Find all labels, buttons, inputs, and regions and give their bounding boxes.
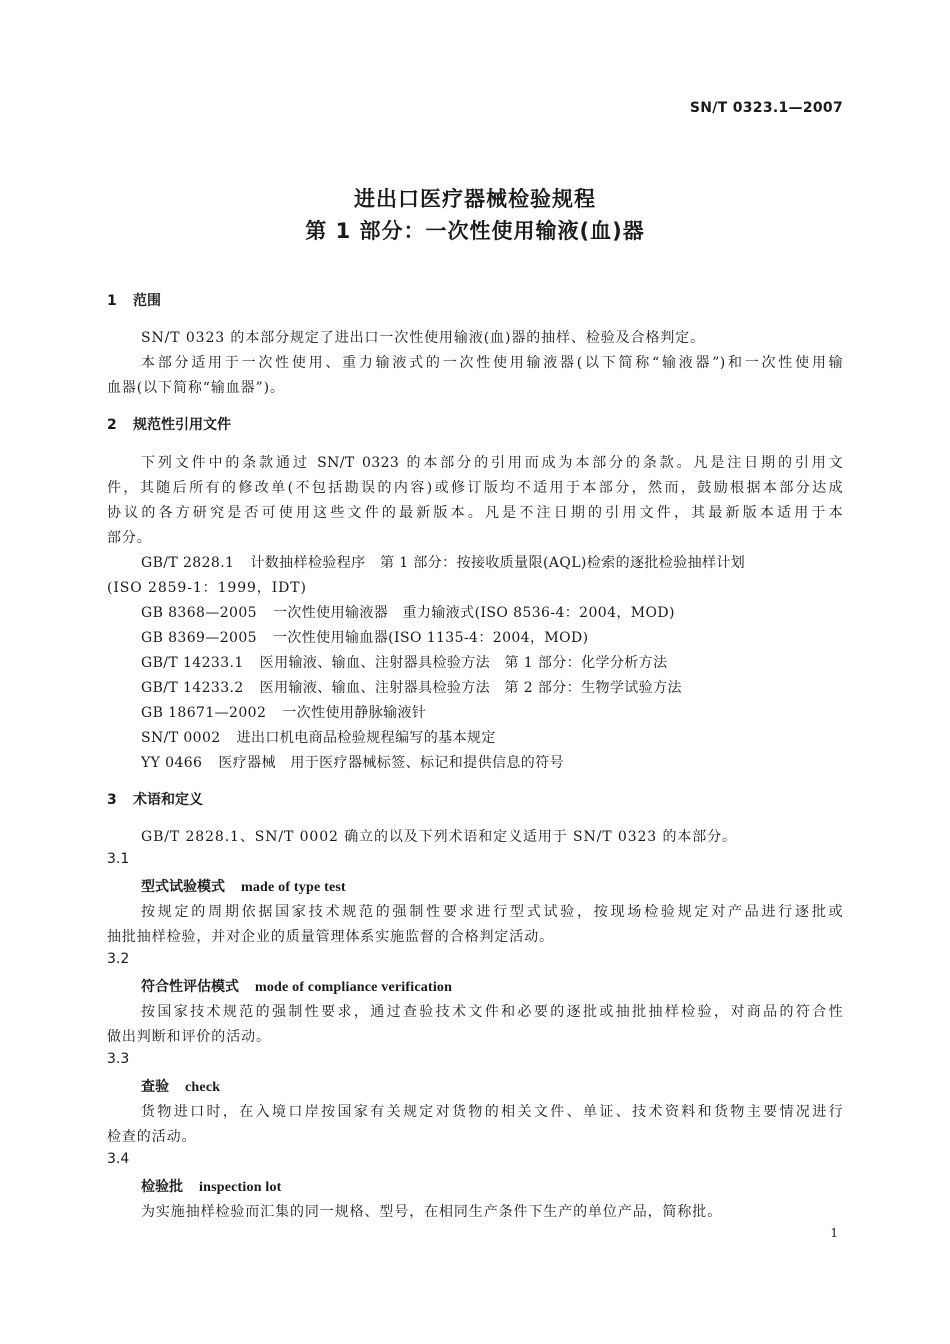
term-number: 3.4	[107, 1151, 130, 1167]
section-3-heading	[107, 789, 203, 809]
reference-item	[141, 727, 496, 747]
reference-title: 一次性使用输液器 重力输液式(ISO 8536-4：2004，MOD)	[272, 605, 675, 621]
reference-code: SN/T 0002	[141, 730, 221, 746]
term-zh: 检验批	[141, 1179, 183, 1195]
definition-line: 抽批抽样检验，并对企业的质量管理体系实施监督的合格判定活动。	[107, 929, 554, 945]
reference-item	[141, 752, 564, 772]
paragraph: GB/T 2828.1、SN/T 0002 确立的以及下列术语和定义适用于 SN/T 0323 的本部分。	[141, 829, 737, 845]
reference-item	[141, 652, 667, 672]
reference-code: GB 18671—2002	[141, 705, 267, 721]
definition-line: 为实施抽样检验而汇集的同一规格、型号，在相同生产条件下生产的单位产品，简称批。	[141, 1204, 723, 1220]
reference-code: GB/T 14233.2	[141, 680, 244, 696]
reference-code: GB 8369—2005	[141, 630, 257, 646]
term-en: mode of compliance verification	[255, 980, 453, 995]
term-en: made of type test	[241, 880, 346, 895]
term-zh: 型式试验模式	[141, 879, 225, 895]
section-title: 规范性引用文件	[133, 417, 231, 433]
reference-continuation: (ISO 2859-1：1999，IDT)	[107, 580, 307, 596]
page-number: 1	[830, 1226, 838, 1240]
section-2-heading	[107, 414, 231, 434]
paragraph-line: 血器(以下简称“输血器”)。	[107, 380, 285, 396]
term-number: 3.2	[107, 951, 130, 967]
term-en: check	[185, 1080, 221, 1095]
section-1-heading	[107, 290, 161, 310]
paragraph: SN/T 0323 的本部分规定了进出口一次性使用输液(血)器的抽样、检验及合格判定。	[141, 330, 706, 346]
definition-line: 按规定的周期依据国家技术规范的强制性要求进行型式试验，按现场检验规定对产品进行逐批或	[141, 904, 843, 920]
term-heading	[141, 876, 346, 896]
title-line-1: 进出口医疗器械检验规程	[354, 187, 596, 211]
term-number: 3.1	[107, 851, 130, 867]
reference-item	[141, 677, 682, 697]
reference-item	[141, 702, 426, 722]
term-heading	[141, 1176, 282, 1196]
reference-code: YY 0466	[141, 755, 203, 771]
definition-line: 检查的活动。	[107, 1129, 197, 1145]
reference-code: GB/T 2828.1	[141, 555, 235, 571]
term-heading	[141, 1076, 220, 1096]
term-zh: 查验	[141, 1079, 169, 1095]
paragraph-line: 部分。	[107, 530, 152, 546]
paragraph-line: 协议的各方研究是否可使用这些文件的最新版本。凡是不注日期的引用文件，其最新版本适用于本	[107, 505, 843, 521]
reference-title: 一次性使用输血器(ISO 1135-4：2004，MOD)	[272, 630, 589, 646]
reference-title: 医用输液、输血、注射器具检验方法 第 1 部分：化学分析方法	[259, 655, 668, 671]
reference-code: GB 8368—2005	[141, 605, 257, 621]
term-zh: 符合性评估模式	[141, 979, 239, 995]
section-number: 2	[107, 417, 117, 433]
reference-item	[141, 602, 675, 622]
definition-line: 做出判断和评价的活动。	[107, 1029, 271, 1045]
reference-title: 进出口机电商品检验规程编写的基本规定	[236, 730, 496, 746]
term-en: inspection lot	[199, 1180, 282, 1195]
reference-item	[141, 552, 745, 572]
paragraph-line: 下列文件中的条款通过 SN/T 0323 的本部分的引用而成为本部分的条款。凡是注日期的引用文	[141, 455, 843, 471]
reference-title: 医用输液、输血、注射器具检验方法 第 2 部分：生物学试验方法	[259, 680, 682, 696]
section-title: 术语和定义	[133, 792, 203, 808]
reference-title: 计数抽样检验程序 第 1 部分：按接收质量限(AQL)检索的逐批检验抽样计划	[250, 555, 746, 571]
reference-title: 一次性使用静脉输液针	[282, 705, 427, 721]
section-number: 1	[107, 293, 117, 309]
title-line-2: 第 1 部分：一次性使用输液(血)器	[305, 219, 645, 243]
definition-line: 按国家技术规范的强制性要求，通过查验技术文件和必要的逐批或抽批抽样检验，对商品的符合性	[141, 1004, 843, 1020]
document-code: SN/T 0323.1—2007	[689, 100, 843, 116]
term-heading	[141, 976, 452, 996]
section-number: 3	[107, 792, 117, 808]
section-title: 范围	[133, 293, 161, 309]
paragraph-line: 件，其随后所有的修改单(不包括勘误的内容)或修订版均不适用于本部分，然而，鼓励根据本部分达成	[107, 480, 843, 496]
reference-title: 医疗器械 用于医疗器械标签、标记和提供信息的符号	[218, 755, 564, 771]
reference-code: GB/T 14233.1	[141, 655, 244, 671]
definition-line: 货物进口时，在入境口岸按国家有关规定对货物的相关文件、单证、技术资料和货物主要情况进行	[141, 1104, 843, 1120]
term-number: 3.3	[107, 1051, 130, 1067]
paragraph-line: 本部分适用于一次性使用、重力输液式的一次性使用输液器(以下简称“输液器”)和一次性使用输	[141, 355, 843, 371]
reference-item	[141, 627, 589, 647]
